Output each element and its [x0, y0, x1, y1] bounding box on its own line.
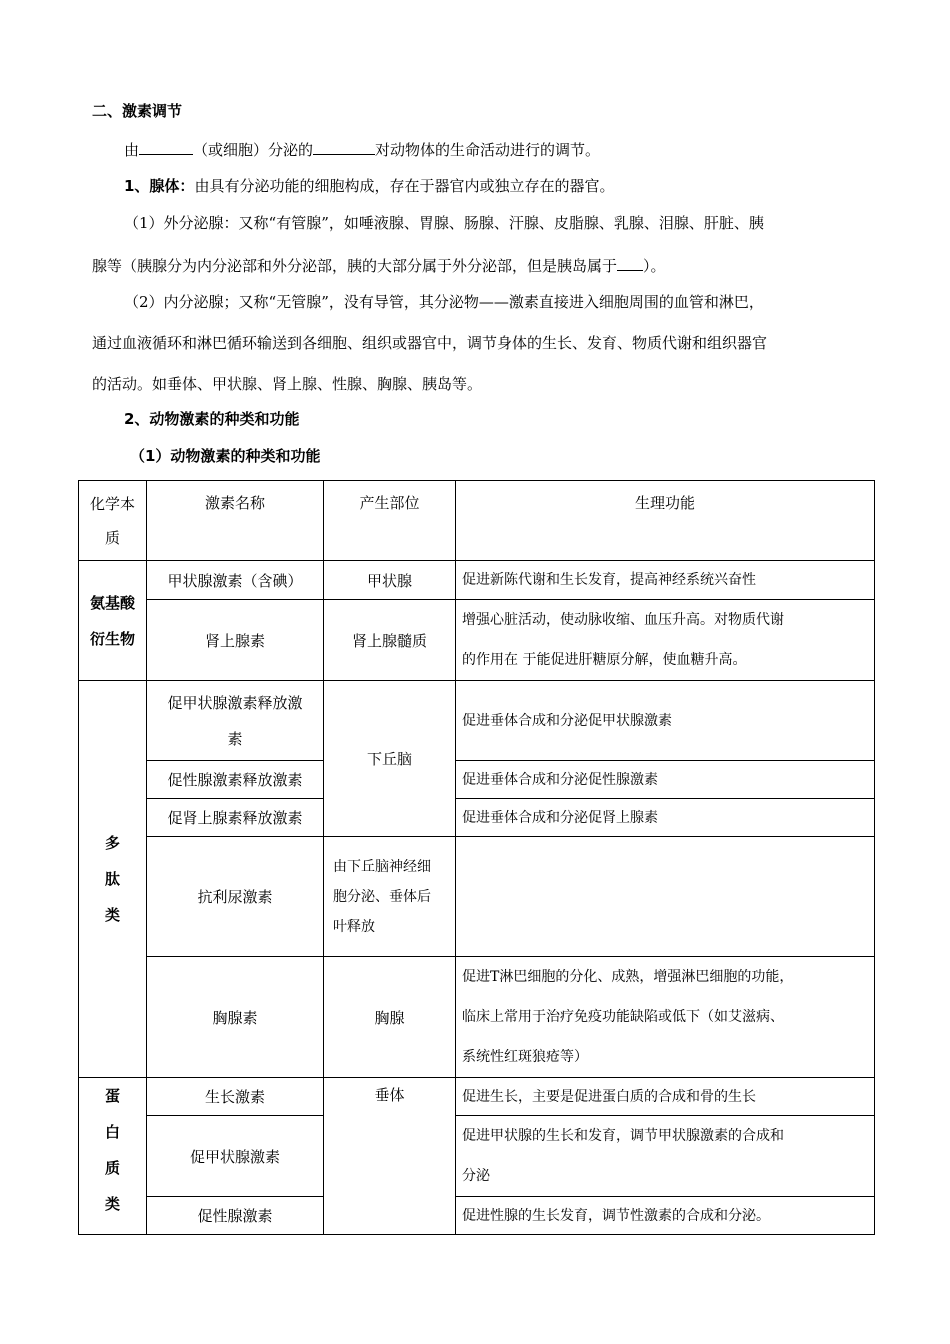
category-amino-acid-derivative: 氨基酸 衍生物 — [79, 561, 147, 681]
fill-blank[interactable] — [313, 138, 375, 155]
hormone-table — [78, 480, 875, 1235]
hormone-name: 胸腺素 — [147, 957, 324, 1078]
production-site: 垂体 — [324, 1078, 456, 1235]
hormone-name: 促性腺激素释放激素 — [147, 761, 324, 799]
gland-label: 1、腺体： — [124, 177, 195, 195]
header-production-site: 产生部位 — [324, 481, 456, 561]
hormone-function: 促进新陈代谢和生长发育，提高神经系统兴奋性 — [456, 561, 875, 600]
hormone-function: 促进生长，主要是促进蛋白质的合成和骨的生长 — [456, 1078, 875, 1116]
header-hormone-name: 激素名称 — [147, 481, 324, 561]
production-site: 下丘脑 — [324, 681, 456, 837]
table-row — [79, 1197, 875, 1235]
table-row — [79, 681, 875, 761]
intro-part-1: 由 — [124, 141, 140, 159]
subsection-2: 2、动物激素的种类和功能 — [124, 410, 300, 428]
exocrine-line-2 — [92, 254, 666, 276]
production-site: 胸腺 — [324, 957, 456, 1078]
hormone-name: 促甲状腺激素 — [147, 1116, 324, 1197]
exocrine-line-2a: 腺等（胰腺分为内分泌部和外分泌部，胰的大部分属于外分泌部，但是胰岛属于 — [92, 257, 618, 275]
endocrine-line-1: （2）内分泌腺；又称“无管腺”，没有导管，其分泌物——激素直接进入细胞周围的血管和淋巴， — [124, 293, 764, 311]
header-chemical-nature: 化学本 质 — [79, 481, 147, 561]
intro-part-2: （或细胞）分泌的 — [193, 141, 314, 159]
fill-blank[interactable] — [617, 254, 643, 271]
hormone-function: 促进垂体合成和分泌促性腺激素 — [456, 761, 875, 799]
table-row — [79, 600, 875, 681]
subsection-2-1: （1）动物激素的种类和功能 — [130, 447, 321, 465]
hormone-function: 促进甲状腺的生长和发育，调节甲状腺激素的合成和 分泌 — [456, 1116, 875, 1197]
endocrine-line-2: 通过血液循环和淋巴循环输送到各细胞、组织或器官中，调节身体的生长、发育、物质代谢和组织器官 — [92, 334, 768, 352]
table-header-row — [79, 481, 875, 561]
hormone-function: 增强心脏活动，使动脉收缩、血压升高。对物质代谢 的作用在 于能促进肝糖原分解，使血糖升高。 — [456, 600, 875, 681]
table-row — [79, 799, 875, 837]
section-title: 二、激素调节 — [92, 102, 183, 120]
table-row — [79, 837, 875, 957]
hormone-name: 肾上腺素 — [147, 600, 324, 681]
category-protein: 蛋 白 质 类 — [79, 1078, 147, 1235]
hormone-function — [456, 837, 875, 957]
production-site: 由下丘脑神经细 胞分泌、垂体后 叶释放 — [324, 837, 456, 957]
intro-part-3: 对动物体的生命活动进行的调节。 — [375, 141, 601, 159]
hormone-name: 甲状腺激素（含碘） — [147, 561, 324, 600]
category-polypeptide: 多 肽 类 — [79, 681, 147, 1078]
table-row — [79, 761, 875, 799]
table-row — [79, 1116, 875, 1197]
header-function: 生理功能 — [456, 481, 875, 561]
hormone-name: 生长激素 — [147, 1078, 324, 1116]
hormone-name: 促甲状腺激素释放激 素 — [147, 681, 324, 761]
hormone-function: 促进T淋巴细胞的分化、成熟，增强淋巴细胞的功能， 临床上常用于治疗免疫功能缺陷或低下（如艾滋病、 系统性红斑狼疮等） — [456, 957, 875, 1078]
gland-paragraph — [124, 176, 614, 196]
hormone-name: 促肾上腺素释放激素 — [147, 799, 324, 837]
hormone-function: 促进性腺的生长发育，调节性激素的合成和分泌。 — [456, 1197, 875, 1235]
intro-paragraph — [124, 138, 600, 160]
table-row — [79, 1078, 875, 1116]
hormone-function: 促进垂体合成和分泌促甲状腺激素 — [456, 681, 875, 761]
table-row — [79, 957, 875, 1078]
production-site: 甲状腺 — [324, 561, 456, 600]
hormone-function: 促进垂体合成和分泌促肾上腺素 — [456, 799, 875, 837]
fill-blank[interactable] — [139, 138, 193, 155]
table-row — [79, 561, 875, 600]
gland-text: 由具有分泌功能的细胞构成，存在于器官内或独立存在的器官。 — [194, 177, 615, 195]
production-site: 肾上腺髓质 — [324, 600, 456, 681]
hormone-name: 抗利尿激素 — [147, 837, 324, 957]
hormone-name: 促性腺激素 — [147, 1197, 324, 1235]
exocrine-line-2b: ）。 — [643, 257, 666, 275]
exocrine-line-1: （1）外分泌腺：又称“有管腺”，如唾液腺、胃腺、肠腺、汗腺、皮脂腺、乳腺、泪腺、肝脏、胰 — [124, 214, 764, 232]
endocrine-line-3: 的活动。如垂体、甲状腺、肾上腺、性腺、胸腺、胰岛等。 — [92, 375, 483, 393]
